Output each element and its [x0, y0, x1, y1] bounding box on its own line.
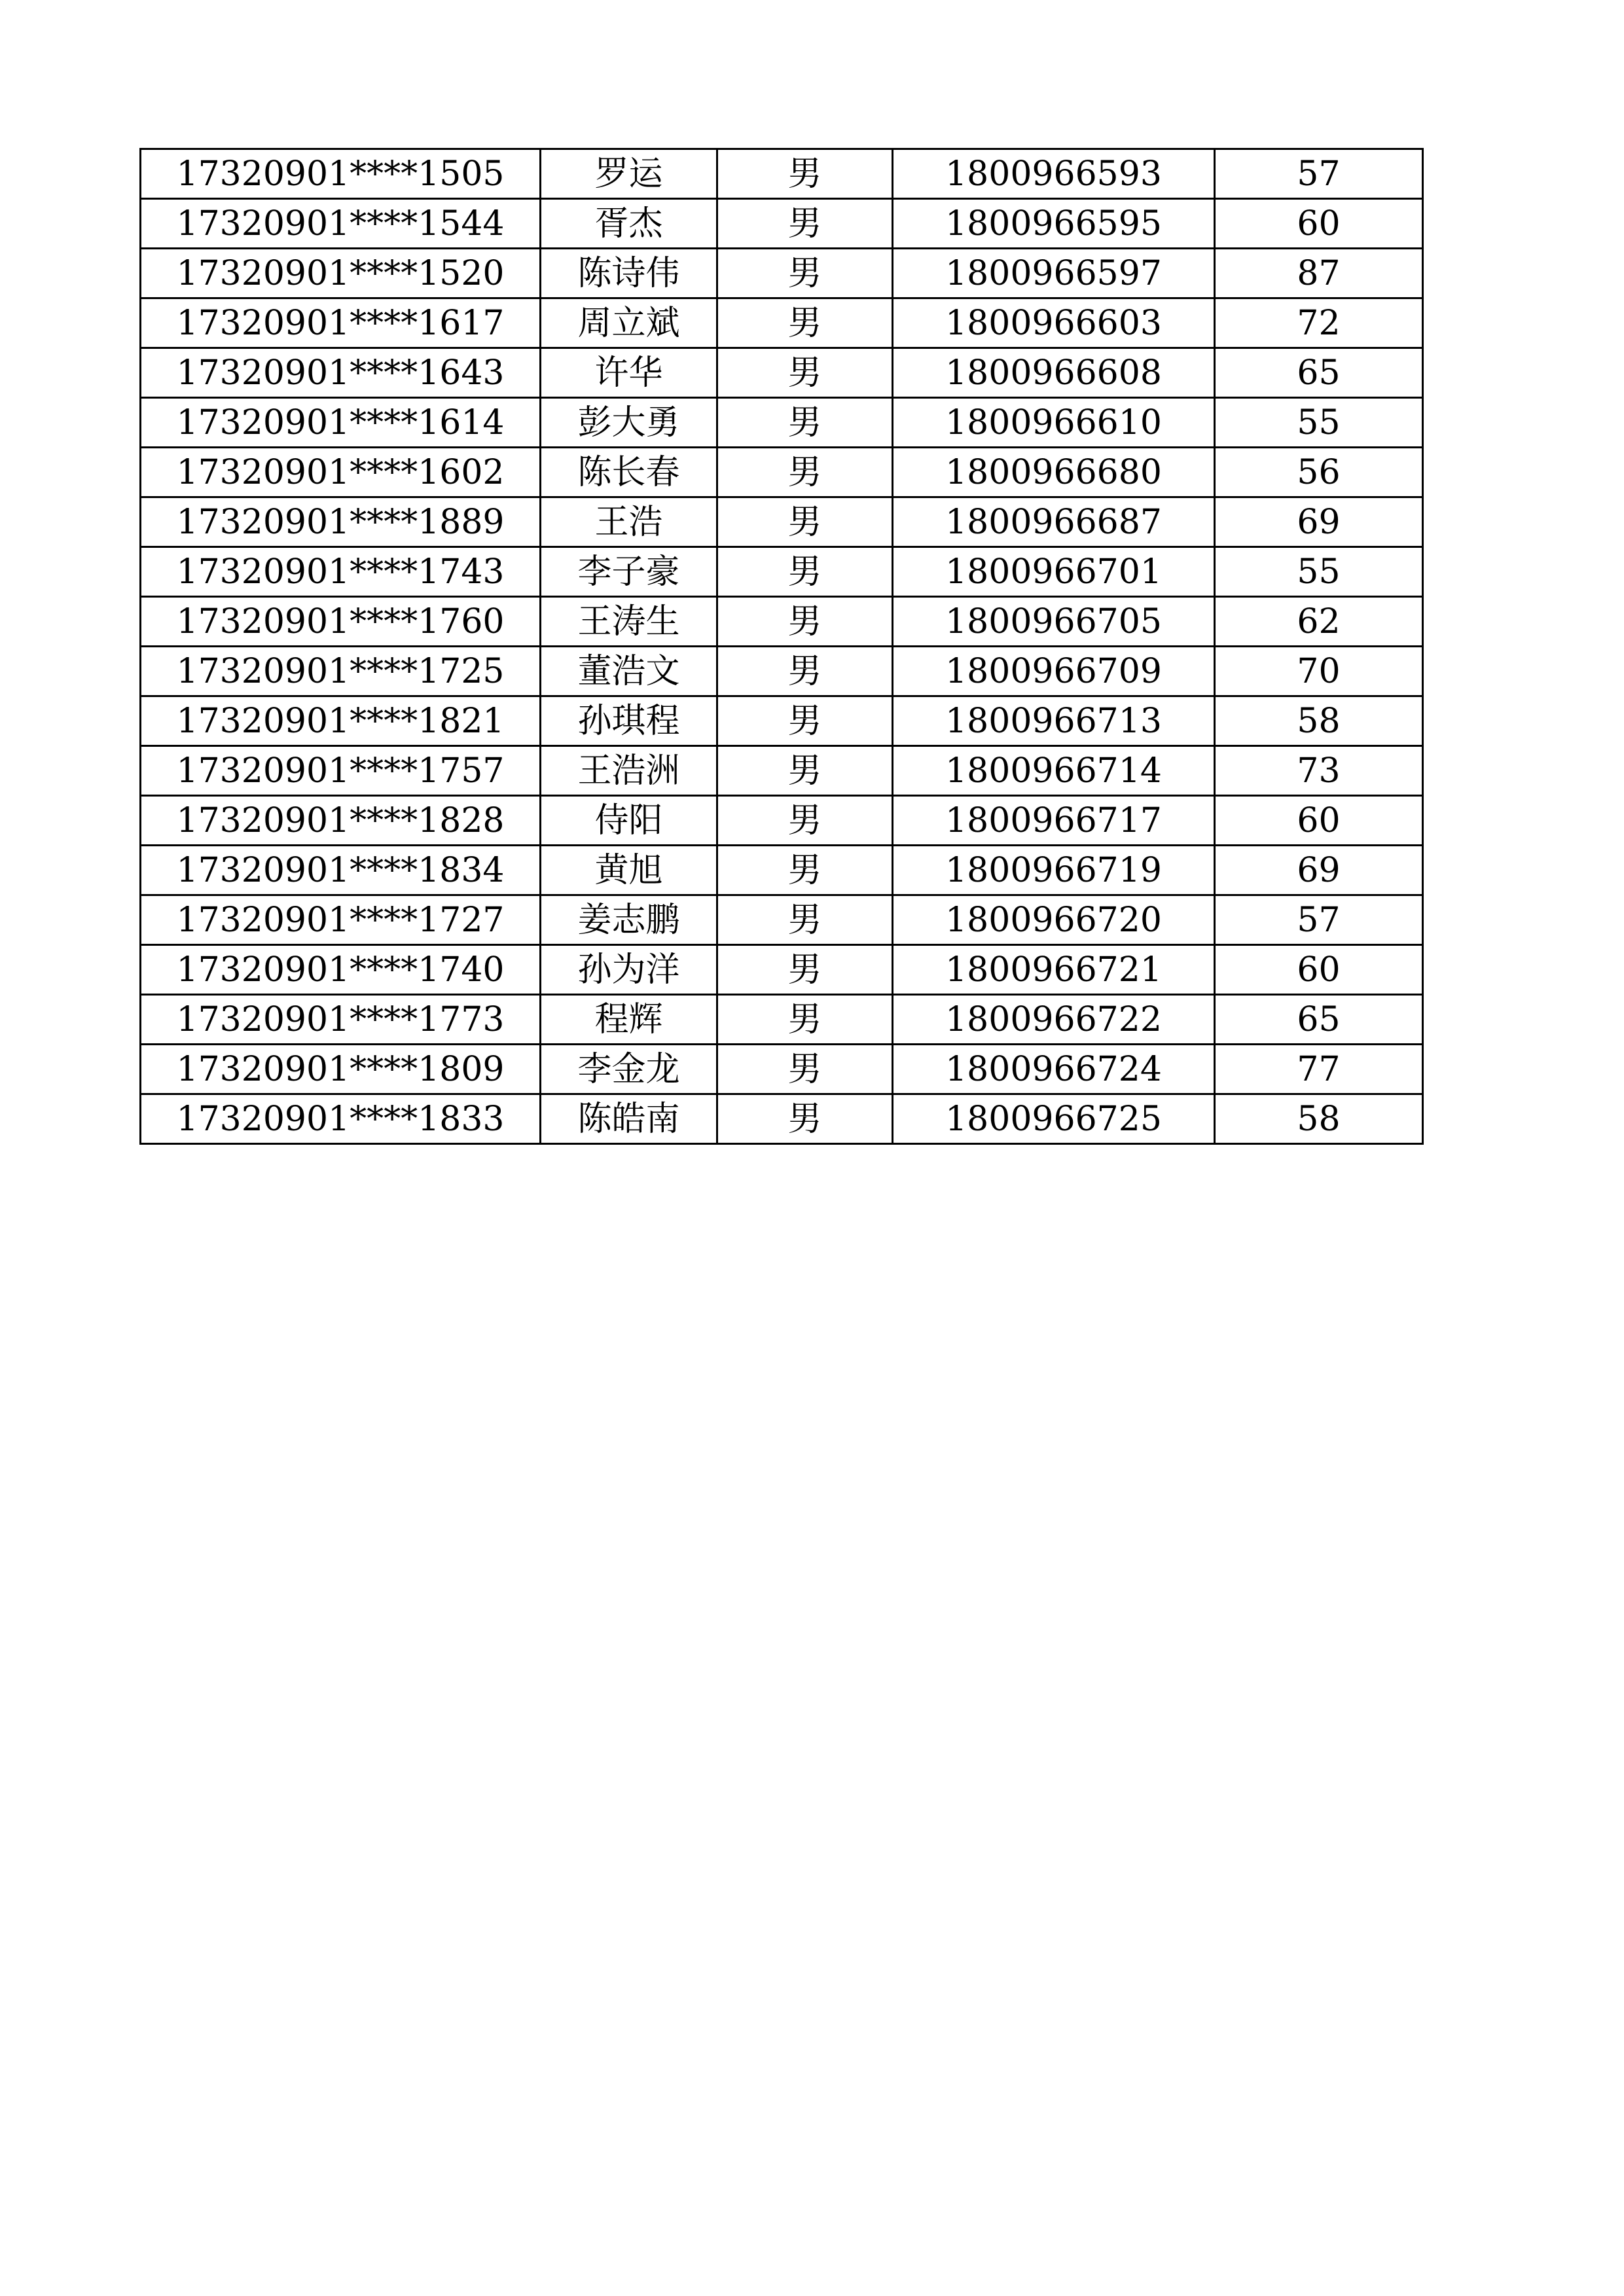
score-cell: 58: [1215, 696, 1423, 746]
gender-cell: 男: [717, 249, 893, 298]
student-id-cell: 17320901****1544: [141, 199, 541, 249]
phone-cell: 1800966709: [893, 647, 1215, 696]
table-row: [141, 846, 1423, 895]
table-row: [141, 348, 1423, 398]
score-cell: 60: [1215, 796, 1423, 846]
student-id-cell: 17320901****1760: [141, 597, 541, 647]
score-cell: 65: [1215, 995, 1423, 1045]
gender-cell: 男: [717, 696, 893, 746]
score-cell: 55: [1215, 547, 1423, 597]
table-row: [141, 149, 1423, 199]
name-cell: 罗运: [541, 149, 717, 199]
table-row: [141, 1094, 1423, 1144]
student-id-cell: 17320901****1834: [141, 846, 541, 895]
score-cell: 69: [1215, 497, 1423, 547]
gender-cell: 男: [717, 945, 893, 995]
student-id-cell: 17320901****1889: [141, 497, 541, 547]
name-cell: 李金龙: [541, 1045, 717, 1094]
gender-cell: 男: [717, 746, 893, 796]
table-row: [141, 249, 1423, 298]
phone-cell: 1800966724: [893, 1045, 1215, 1094]
table-row: [141, 895, 1423, 945]
table-row: [141, 547, 1423, 597]
table-row: [141, 1045, 1423, 1094]
phone-cell: 1800966680: [893, 448, 1215, 497]
table-row: [141, 298, 1423, 348]
gender-cell: 男: [717, 348, 893, 398]
gender-cell: 男: [717, 647, 893, 696]
name-cell: 王涛生: [541, 597, 717, 647]
gender-cell: 男: [717, 149, 893, 199]
score-cell: 60: [1215, 945, 1423, 995]
phone-cell: 1800966721: [893, 945, 1215, 995]
score-cell: 70: [1215, 647, 1423, 696]
score-cell: 77: [1215, 1045, 1423, 1094]
score-cell: 69: [1215, 846, 1423, 895]
name-cell: 彭大勇: [541, 398, 717, 448]
phone-cell: 1800966701: [893, 547, 1215, 597]
score-cell: 72: [1215, 298, 1423, 348]
score-cell: 58: [1215, 1094, 1423, 1144]
phone-cell: 1800966705: [893, 597, 1215, 647]
name-cell: 李子豪: [541, 547, 717, 597]
table-row: [141, 398, 1423, 448]
student-id-cell: 17320901****1602: [141, 448, 541, 497]
score-cell: 62: [1215, 597, 1423, 647]
name-cell: 周立斌: [541, 298, 717, 348]
name-cell: 陈诗伟: [541, 249, 717, 298]
score-cell: 73: [1215, 746, 1423, 796]
phone-cell: 1800966722: [893, 995, 1215, 1045]
table-row: [141, 497, 1423, 547]
name-cell: 董浩文: [541, 647, 717, 696]
gender-cell: 男: [717, 448, 893, 497]
phone-cell: 1800966725: [893, 1094, 1215, 1144]
student-id-cell: 17320901****1743: [141, 547, 541, 597]
student-id-cell: 17320901****1740: [141, 945, 541, 995]
gender-cell: 男: [717, 597, 893, 647]
table-row: [141, 995, 1423, 1045]
phone-cell: 1800966719: [893, 846, 1215, 895]
phone-cell: 1800966720: [893, 895, 1215, 945]
score-cell: 60: [1215, 199, 1423, 249]
phone-cell: 1800966713: [893, 696, 1215, 746]
phone-cell: 1800966610: [893, 398, 1215, 448]
student-id-cell: 17320901****1643: [141, 348, 541, 398]
name-cell: 王浩: [541, 497, 717, 547]
score-cell: 56: [1215, 448, 1423, 497]
name-cell: 胥杰: [541, 199, 717, 249]
gender-cell: 男: [717, 497, 893, 547]
table-row: [141, 448, 1423, 497]
gender-cell: 男: [717, 298, 893, 348]
name-cell: 陈长春: [541, 448, 717, 497]
student-id-cell: 17320901****1809: [141, 1045, 541, 1094]
gender-cell: 男: [717, 1045, 893, 1094]
name-cell: 孙琪程: [541, 696, 717, 746]
table-row: [141, 647, 1423, 696]
name-cell: 陈皓南: [541, 1094, 717, 1144]
phone-cell: 1800966593: [893, 149, 1215, 199]
gender-cell: 男: [717, 199, 893, 249]
phone-cell: 1800966597: [893, 249, 1215, 298]
table-row: [141, 746, 1423, 796]
student-id-cell: 17320901****1505: [141, 149, 541, 199]
gender-cell: 男: [717, 995, 893, 1045]
gender-cell: 男: [717, 796, 893, 846]
name-cell: 王浩洲: [541, 746, 717, 796]
roster-table: [139, 148, 1424, 1145]
phone-cell: 1800966687: [893, 497, 1215, 547]
table-row: [141, 696, 1423, 746]
student-id-cell: 17320901****1614: [141, 398, 541, 448]
student-id-cell: 17320901****1833: [141, 1094, 541, 1144]
name-cell: 侍阳: [541, 796, 717, 846]
score-cell: 55: [1215, 398, 1423, 448]
phone-cell: 1800966595: [893, 199, 1215, 249]
gender-cell: 男: [717, 398, 893, 448]
phone-cell: 1800966714: [893, 746, 1215, 796]
score-cell: 57: [1215, 149, 1423, 199]
roster-table-body: [141, 149, 1423, 1144]
score-cell: 87: [1215, 249, 1423, 298]
gender-cell: 男: [717, 895, 893, 945]
gender-cell: 男: [717, 547, 893, 597]
student-id-cell: 17320901****1757: [141, 746, 541, 796]
student-id-cell: 17320901****1773: [141, 995, 541, 1045]
name-cell: 姜志鹏: [541, 895, 717, 945]
student-id-cell: 17320901****1828: [141, 796, 541, 846]
name-cell: 许华: [541, 348, 717, 398]
student-id-cell: 17320901****1727: [141, 895, 541, 945]
phone-cell: 1800966717: [893, 796, 1215, 846]
phone-cell: 1800966603: [893, 298, 1215, 348]
student-id-cell: 17320901****1725: [141, 647, 541, 696]
score-cell: 57: [1215, 895, 1423, 945]
name-cell: 黄旭: [541, 846, 717, 895]
phone-cell: 1800966608: [893, 348, 1215, 398]
table-row: [141, 199, 1423, 249]
student-id-cell: 17320901****1520: [141, 249, 541, 298]
table-row: [141, 796, 1423, 846]
student-id-cell: 17320901****1821: [141, 696, 541, 746]
table-row: [141, 945, 1423, 995]
score-cell: 65: [1215, 348, 1423, 398]
gender-cell: 男: [717, 846, 893, 895]
student-id-cell: 17320901****1617: [141, 298, 541, 348]
table-row: [141, 597, 1423, 647]
gender-cell: 男: [717, 1094, 893, 1144]
name-cell: 孙为洋: [541, 945, 717, 995]
name-cell: 程辉: [541, 995, 717, 1045]
